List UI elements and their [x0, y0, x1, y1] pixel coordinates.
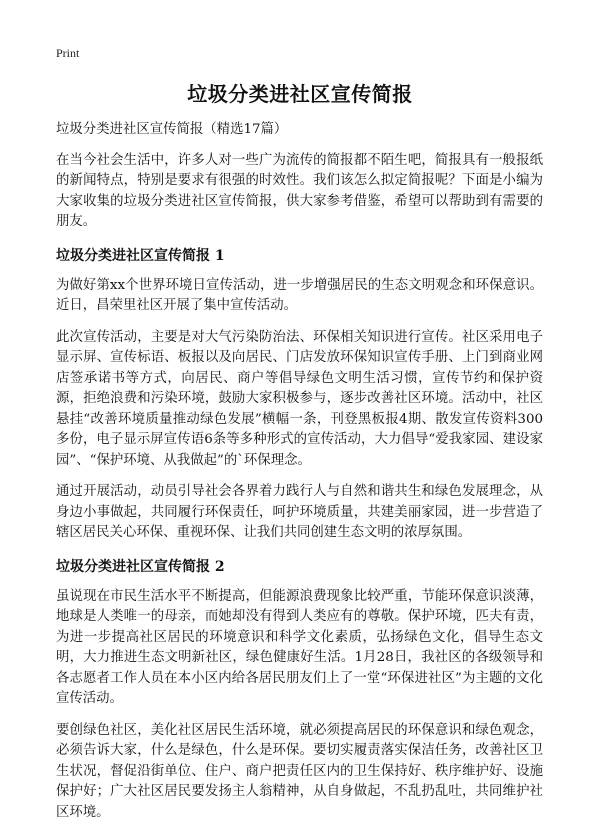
- section-2-paragraph-2: 要创绿色社区，美化社区居民生活环境，就必须提高居民的环保意识和绿色观念，必须告诉大家，什么是绿色，什么是环保。要切实履责落实保洁任务，改善社区卫生状况，督促沿街单位、住户、商户把责任区内的卫生保持好、秩序维护好、设施保护好；广大社区居民要发扬主人翁精神，从自身做起，不乱扔乱吐，共同维护社区环境。: [56, 722, 543, 820]
- document-title: 垃圾分类进社区宣传简报: [187, 82, 413, 106]
- section-1-paragraph-1: 为做好第xx个世界环境日宣传活动，进一步增强居民的生态文明观念和环保意识。近日，昌荣里社区开展了集中宣传活动。: [56, 277, 543, 313]
- section-heading-1: 垃圾分类进社区宣传简报 1: [56, 247, 225, 264]
- intro-paragraph: 在当今社会生活中，许多人对一些广为流传的简报都不陌生吧，简报具有一般报纸的新闻特点，特别是要求有很强的时效性。我们该怎么拟定简报呢？下面是小编为大家收集的垃圾分类进社区宣传简报，供大家参考借鉴，希望可以帮助到有需要的朋友。: [56, 152, 543, 229]
- section-heading-2: 垃圾分类进社区宣传简报 2: [56, 558, 225, 575]
- print-link[interactable]: Print: [56, 46, 80, 60]
- section-2-paragraph-1: 虽说现在市民生活水平不断提高，但能源浪费现象比较严重，节能环保意识淡薄，地球是人类唯一的母亲，而她却没有得到人类应有的尊敬。保护环境，匹夫有责，为进一步提高社区居民的环境意识和科学文化素质，弘扬绿色文化，倡导生态文明，大力推进生态文明新社区，绿色健康好生活。1月28日，我社区的各级领导和各志愿者工作人员在本小区内给各居民朋友们上了一堂“环保进社区”为主题的文化宣传活动。: [56, 588, 543, 706]
- section-1-paragraph-2: 此次宣传活动，主要是对大气污染防治法、环保相关知识进行宣传。社区采用电子显示屏、宣传标语、板报以及向居民、门店发放环保知识宣传手册、上门到商业网店签承诺书等方式，向居民、商户等倡导绿色文明生活习惯，宣传节约和保护资源，拒绝浪费和污染环境，鼓励大家积极参与，逐步改善社区环境。活动中，社区悬挂“改善环境质量推动绿色发展”横幅一条，刊登黑板报4期、散发宣传资料300多份，电子显示屏宣传语6条等多种形式的宣传活动，大力倡导“爱我家园、建设家园”、“保护环境、从我做起”的`环保理念。: [56, 329, 543, 468]
- section-1-paragraph-3: 通过开展活动，动员引导社会各界着力践行人与自然和谐共生和绿色发展理念，从身边小事做起，共同履行环保责任，呵护环境质量，共建美丽家园，进一步营造了辖区居民关心环保、重视环保、让我们共同创建生态文明的浓厚氛围。: [56, 484, 543, 540]
- document-body: [56, 120, 543, 834]
- document-subtitle: 垃圾分类进社区宣传简报（精选17篇）: [56, 122, 288, 137]
